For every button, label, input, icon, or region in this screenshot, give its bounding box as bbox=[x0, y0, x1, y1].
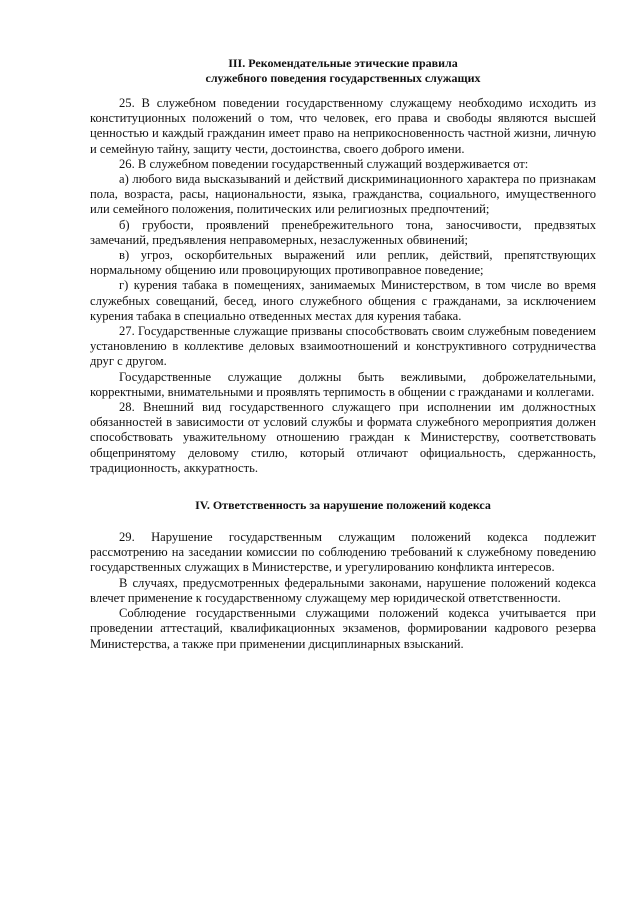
paragraph-26-v: в) угроз, оскорбительных выражений или реплик, действий, препятствующих нормальному общению или провоцирующих противоправное поведение; bbox=[90, 248, 596, 278]
paragraph-26-g: г) курения табака в помещениях, занимаемых Министерством, в том числе во время служебных совещаний, бесед, иного служебного общения с гражданами, за исключением курения табака в специально отведенных местах для курения табака. bbox=[90, 278, 596, 323]
section-3-heading bbox=[90, 56, 596, 86]
paragraph-27-continued: Государственные служащие должны быть вежливыми, доброжелательными, корректными, внимательными и проявлять терпимость в общении с гражданами и коллегами. bbox=[90, 369, 596, 399]
section-4-body bbox=[90, 530, 596, 652]
paragraph-26: 26. В служебном поведении государственный служащий воздерживается от: bbox=[119, 156, 529, 171]
section-4-heading: IV. Ответственность за нарушение положений кодекса bbox=[195, 498, 491, 513]
document-page bbox=[90, 56, 596, 652]
paragraph-27: 27. Государственные служащие призваны способствовать своим служебным поведением установлению в коллективе деловых взаимоотношений и конструктивного сотрудничества друг с другом. bbox=[90, 324, 596, 369]
section-3-title-line-1: III. Рекомендательные этические правила bbox=[228, 56, 458, 70]
paragraph-29-compliance: Соблюдение государственными служащими положений кодекса учитывается при проведении аттестаций, квалификационных экзаменов, формировании кадрового резерва Министерства, а также при применении дисциплинарных взысканий. bbox=[90, 606, 596, 651]
paragraph-29: 29. Нарушение государственным служащим положений кодекса подлежит рассмотрению на заседании комиссии по соблюдению требований к служебному поведению государственных служащих в Министерстве, и урегулированию конфликта интересов. bbox=[90, 530, 596, 575]
section-3-body bbox=[90, 96, 596, 476]
paragraph-28: 28. Внешний вид государственного служащего при исполнении им должностных обязанностей в зависимости от условий службы и формата служебного мероприятия должен способствовать уважительному отношению граждан к Министерству, соответствовать общепринятому деловому стилю, который отличают официальность, сдержанность, традиционность, аккуратность. bbox=[90, 400, 596, 475]
paragraph-29-federal-laws: В случаях, предусмотренных федеральными законами, нарушение положений кодекса влечет применение к государственному служащему мер юридической ответственности. bbox=[90, 575, 596, 605]
section-3-title-line-2: служебного поведения государственных служащих bbox=[205, 71, 481, 85]
paragraph-25: 25. В служебном поведении государственному служащему необходимо исходить из конституционных положений о том, что человек, его права и свободы являются высшей ценностью и каждый гражданин имеет право на неприкосновенность частной жизни, личную и семейную тайну, защиту чести, достоинства, своего доброго имени. bbox=[90, 96, 596, 156]
paragraph-26-a: а) любого вида высказываний и действий дискриминационного характера по признакам пола, возраста, расы, национальности, языка, гражданства, социального, имущественного или семейного положения, политических или религиозных предпочтений; bbox=[90, 172, 596, 217]
paragraph-26-b: б) грубости, проявлений пренебрежительного тона, заносчивости, предвзятых замечаний, предъявления неправомерных, незаслуженных обвинений; bbox=[90, 217, 596, 247]
